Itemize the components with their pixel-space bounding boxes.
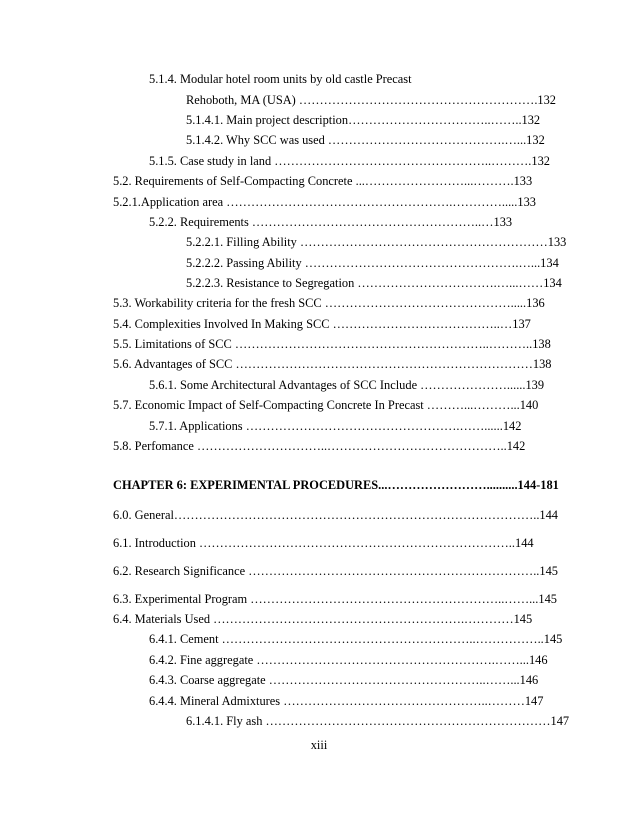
toc-entry-5-6-1: 5.6.1. Some Architectural Advantages of SCC Include …………………......139 [149, 378, 545, 392]
toc-entry-5-7-1: 5.7.1. Applications …………………………………………….……......142 [149, 419, 522, 433]
toc-entry-6-2: 6.2. Research Significance ……………………………………………………………..145 [113, 564, 558, 578]
toc-entry-5-2-2-2: 5.2.2.2. Passing Ability …………………………………………….…...134 [186, 256, 559, 270]
toc-entry-5-1-4-cont: Rehoboth, MA (USA) ………………………………………………….132 [186, 93, 557, 107]
toc-entry-6-0: 6.0. General……………………………………………………………………………..144 [113, 508, 559, 522]
toc-entry-6-4: 6.4. Materials Used …………………………………………………….…………145 [113, 612, 533, 626]
toc-entry-6-3: 6.3. Experimental Program ……………………………………………………..……...145 [113, 592, 557, 606]
toc-entry-6-4-1: 6.4.1. Cement ……………………………………………………..……………..145 [149, 632, 563, 646]
toc-entry-5-8: 5.8. Perfomance …………………………..……………………………………..142 [113, 439, 526, 453]
toc-entry-5-3: 5.3. Workability criteria for the fresh SCC ……………………………………….....136 [113, 296, 545, 310]
toc-entry-5-1-4-2: 5.1.4.2. Why SCC was used …………………………………….…...132 [186, 133, 545, 147]
toc-entry-5-1-4: 5.1.4. Modular hotel room units by old castle Precast [149, 72, 412, 86]
toc-entry-6-4-3: 6.4.3. Coarse aggregate ……………………………………………..……...146 [149, 673, 539, 687]
toc-entry-5-2-1: 5.2.1.Application area ……………………………………………….………….....133 [113, 195, 536, 209]
toc-entry-6-1-4-1: 6.1.4.1. Fly ash ……………………………………………………………147 [186, 714, 570, 728]
toc-entry-6-4-2: 6.4.2. Fine aggregate ………………………………………………….……...146 [149, 653, 548, 667]
toc-entry-5-1-5: 5.1.5. Case study in land ……………………………………………..……….132 [149, 154, 550, 168]
toc-entry-5-5: 5.5. Limitations of SCC ……………………………………………………..………..138 [113, 337, 551, 351]
page-number: xiii [310, 738, 328, 752]
toc-entry-5-6: 5.6. Advantages of SCC ………………………………………………………………138 [113, 357, 552, 371]
toc-entry-5-4: 5.4. Complexities Involved In Making SCC …………………………………..…137 [113, 317, 531, 331]
toc-entry-6-1: 6.1. Introduction …………………………………………………………………..144 [113, 536, 534, 550]
toc-entry-6-4-4: 6.4.4. Mineral Admixtures …………………………………………..………147 [149, 694, 544, 708]
toc-entry-5-2-2-1: 5.2.2.1. Filling Ability ……………………………………………………133 [186, 235, 567, 249]
toc-entry-5-2-2-3: 5.2.2.3. Resistance to Segregation …………………………….…...……134 [186, 276, 562, 290]
toc-entry-5-7: 5.7. Economic Impact of Self-Compacting Concrete In Precast ………...………...140 [113, 398, 539, 412]
toc-chapter-6-heading: CHAPTER 6: EXPERIMENTAL PROCEDURES...……………………..........144-181 [113, 478, 559, 492]
toc-entry-5-2-2: 5.2.2. Requirements ………………………………………………..…133 [149, 215, 513, 229]
toc-entry-5-1-4-1: 5.1.4.1. Main project description……………………………..……..132 [186, 113, 541, 127]
toc-entry-5-2: 5.2. Requirements of Self-Compacting Concrete ...……………………...……….133 [113, 174, 533, 188]
